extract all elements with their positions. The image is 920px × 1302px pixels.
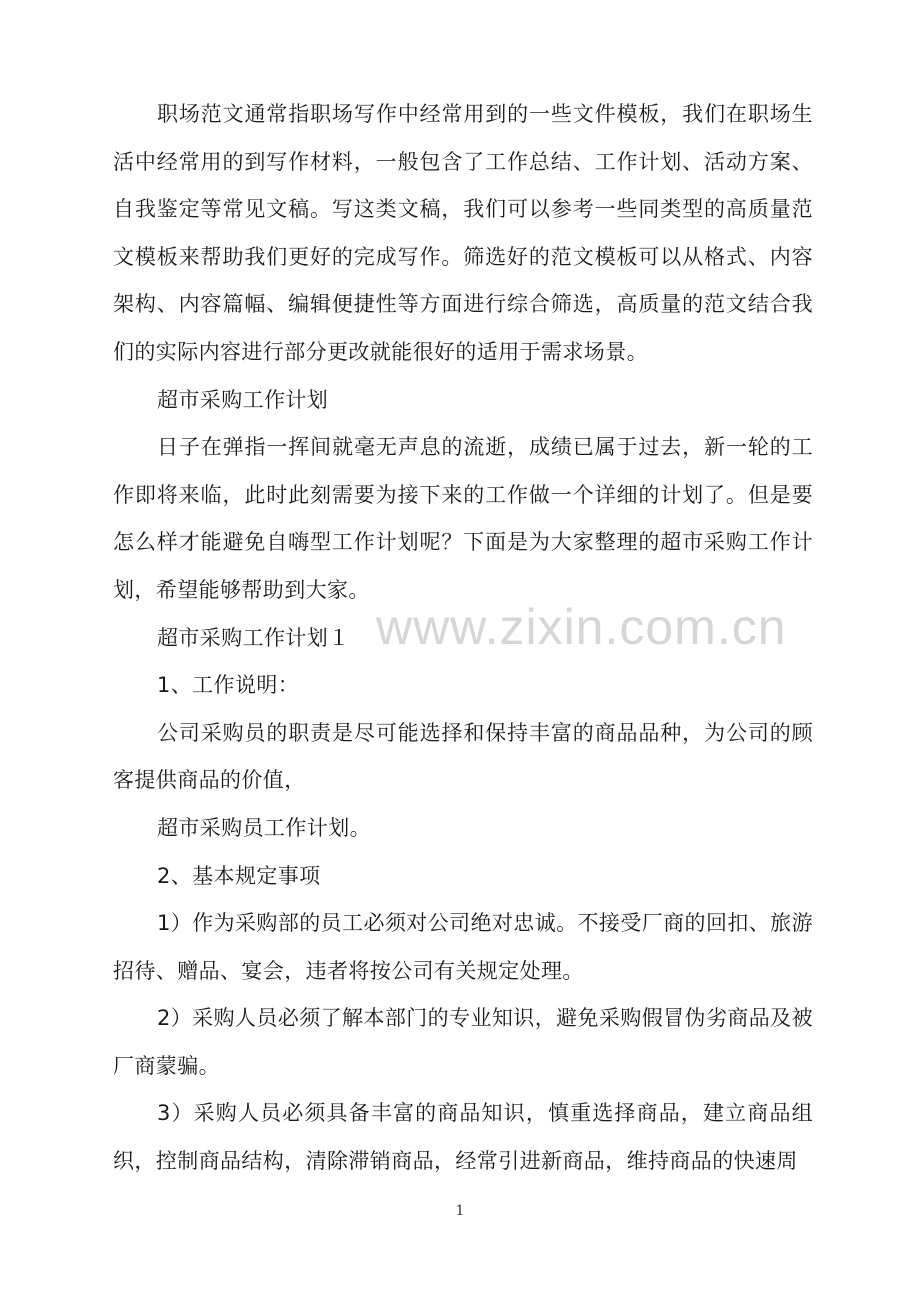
paragraph-rule-1: 1）作为采购部的员工必须对公司绝对忠诚。不接受厂商的回扣、旅游招待、赠品、宴会，违者将按公司有关规定处理。	[113, 911, 813, 983]
watermark: www.zixin.com.cn	[376, 599, 787, 655]
paragraph-rule-3: 3）采购人员必须具备丰富的商品知识，慎重选择商品，建立商品组织，控制商品结构，清除滞销商品，经常引进新商品，维持商品的快速周	[113, 1101, 813, 1174]
paragraph-duties: 公司采购员的职责是尽可能选择和保持丰富的商品品种，为公司的顾客提供商品的价值，	[113, 720, 813, 793]
heading-plan-1: 超市采购工作计划１	[157, 625, 350, 650]
heading-work-description: 1、工作说明：	[157, 673, 300, 698]
paragraph-intro: 职场范文通常指职场写作中经常用到的一些文件模板，我们在职场生活中经常用的到写作材料，一般包含了工作总结、工作计划、活动方案、自我鉴定等常见文稿。写这类文稿，我们可以参考一些同类型的高质量范文模板来帮助我们更好的完成写作。筛选好的范文模板可以从格式、内容架构、内容篇幅、编辑便捷性等方面进行综合筛选，高质量的范文结合我们的实际内容进行部分更改就能很好的适用于需求场景。	[113, 102, 813, 364]
page-number: 1	[455, 1203, 465, 1219]
paragraph-rule-2: 2）采购人员必须了解本部门的专业知识，避免采购假冒伪劣商品及被厂商蒙骗。	[113, 1006, 813, 1078]
heading-basic-rules: 2、基本规定事项	[157, 863, 321, 888]
paragraph-preface: 日子在弹指一挥间就毫无声息的流逝，成绩已属于过去，新一轮的工作即将来临，此时此刻需要为接下来的工作做一个详细的计划了。但是要怎么样才能避免自嗨型工作计划呢？下面是为大家整理的超市采购工作计划，希望能够帮助到大家。	[113, 435, 813, 602]
paragraph-plan-note: 超市采购员工作计划。	[157, 815, 371, 840]
document-body	[113, 91, 813, 1186]
heading-title: 超市采购工作计划	[157, 387, 329, 412]
